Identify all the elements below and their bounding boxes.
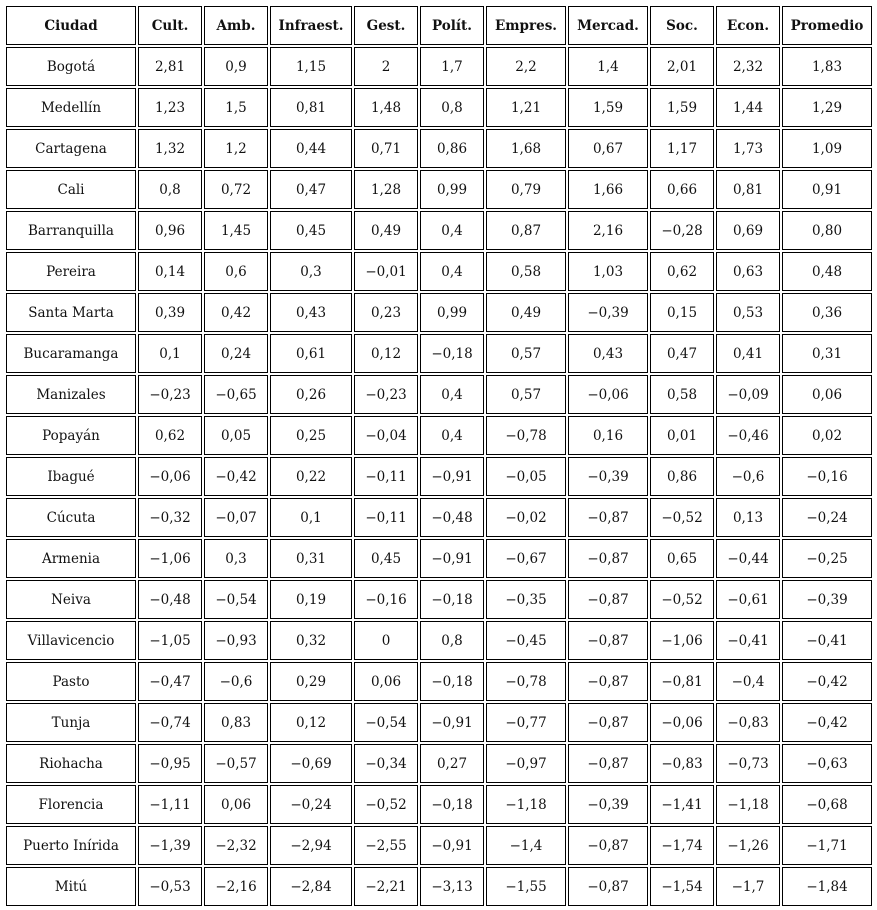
score-cell: 0,19 <box>270 580 352 619</box>
score-cell: 0,4 <box>420 252 484 291</box>
score-cell: 0,32 <box>270 621 352 660</box>
city-name-cell: Bogotá <box>6 47 136 86</box>
score-cell: −0,63 <box>782 744 872 783</box>
score-cell: 0,49 <box>354 211 418 250</box>
score-cell: 0,06 <box>204 785 268 824</box>
score-cell: −1,06 <box>138 539 202 578</box>
score-cell: 1,59 <box>650 88 714 127</box>
score-cell: −0,46 <box>716 416 780 455</box>
score-cell: 0,1 <box>270 498 352 537</box>
score-cell: −0,44 <box>716 539 780 578</box>
score-cell: −0,83 <box>716 703 780 742</box>
score-cell: −0,91 <box>420 703 484 742</box>
column-header: Cult. <box>138 6 202 45</box>
score-cell: 0,79 <box>486 170 566 209</box>
city-name-cell: Puerto Inírida <box>6 826 136 865</box>
score-cell: 0,47 <box>650 334 714 373</box>
city-name-cell: Riohacha <box>6 744 136 783</box>
score-cell: 1,15 <box>270 47 352 86</box>
score-cell: 0,9 <box>204 47 268 86</box>
score-cell: 1,4 <box>568 47 648 86</box>
score-cell: 1,73 <box>716 129 780 168</box>
score-cell: 0,8 <box>420 621 484 660</box>
score-cell: −0,18 <box>420 334 484 373</box>
score-cell: 0,4 <box>420 375 484 414</box>
score-cell: −0,07 <box>204 498 268 537</box>
column-header: Gest. <box>354 6 418 45</box>
score-cell: −1,71 <box>782 826 872 865</box>
score-cell: 0,49 <box>486 293 566 332</box>
score-cell: 2,16 <box>568 211 648 250</box>
score-cell: 0,43 <box>270 293 352 332</box>
column-header: Ciudad <box>6 6 136 45</box>
score-cell: −0,57 <box>204 744 268 783</box>
score-cell: 0,96 <box>138 211 202 250</box>
score-cell: −0,6 <box>716 457 780 496</box>
score-cell: 0,43 <box>568 334 648 373</box>
score-cell: 0,31 <box>270 539 352 578</box>
score-cell: 0,15 <box>650 293 714 332</box>
score-cell: −0,87 <box>568 539 648 578</box>
score-cell: 0,1 <box>138 334 202 373</box>
score-cell: 1,68 <box>486 129 566 168</box>
score-cell: 0,47 <box>270 170 352 209</box>
score-cell: −0,87 <box>568 580 648 619</box>
score-cell: −0,68 <box>782 785 872 824</box>
score-cell: −0,06 <box>650 703 714 742</box>
score-cell: 0,12 <box>270 703 352 742</box>
score-cell: 0,86 <box>420 129 484 168</box>
score-cell: −2,55 <box>354 826 418 865</box>
score-cell: 1,03 <box>568 252 648 291</box>
score-cell: 0,25 <box>270 416 352 455</box>
score-cell: 0,24 <box>204 334 268 373</box>
score-cell: −0,77 <box>486 703 566 742</box>
score-cell: −0,18 <box>420 580 484 619</box>
score-cell: −0,05 <box>486 457 566 496</box>
score-cell: 0,26 <box>270 375 352 414</box>
score-cell: 0,48 <box>782 252 872 291</box>
score-cell: −0,67 <box>486 539 566 578</box>
score-cell: −0,24 <box>782 498 872 537</box>
score-cell: 0,14 <box>138 252 202 291</box>
score-cell: 0,67 <box>568 129 648 168</box>
score-cell: 1,48 <box>354 88 418 127</box>
score-cell: −0,35 <box>486 580 566 619</box>
table-row <box>6 703 872 742</box>
score-cell: −0,18 <box>420 662 484 701</box>
score-cell: 0,62 <box>138 416 202 455</box>
table-row <box>6 375 872 414</box>
score-cell: −0,01 <box>354 252 418 291</box>
score-cell: −2,21 <box>354 867 418 906</box>
score-cell: −1,06 <box>650 621 714 660</box>
score-cell: −0,39 <box>568 785 648 824</box>
score-cell: −0,6 <box>204 662 268 701</box>
column-header: Mercad. <box>568 6 648 45</box>
score-cell: −0,04 <box>354 416 418 455</box>
score-cell: 0,8 <box>138 170 202 209</box>
score-cell: 0,3 <box>204 539 268 578</box>
score-cell: 0,63 <box>716 252 780 291</box>
score-cell: −0,61 <box>716 580 780 619</box>
score-cell: 0,57 <box>486 334 566 373</box>
score-cell: 1,32 <box>138 129 202 168</box>
score-cell: 0,06 <box>782 375 872 414</box>
score-cell: 0,23 <box>354 293 418 332</box>
score-cell: −0,24 <box>270 785 352 824</box>
city-name-cell: Villavicencio <box>6 621 136 660</box>
score-cell: 0,31 <box>782 334 872 373</box>
score-cell: 1,23 <box>138 88 202 127</box>
score-cell: −0,28 <box>650 211 714 250</box>
score-cell: 0,42 <box>204 293 268 332</box>
score-cell: −0,41 <box>782 621 872 660</box>
score-cell: −1,11 <box>138 785 202 824</box>
score-cell: 1,83 <box>782 47 872 86</box>
table-row <box>6 129 872 168</box>
score-cell: −0,23 <box>354 375 418 414</box>
score-cell: 2,01 <box>650 47 714 86</box>
score-cell: 2 <box>354 47 418 86</box>
score-cell: −0,25 <box>782 539 872 578</box>
table-row <box>6 293 872 332</box>
score-cell: 1,29 <box>782 88 872 127</box>
score-cell: −1,55 <box>486 867 566 906</box>
score-cell: −0,47 <box>138 662 202 701</box>
score-cell: 0,16 <box>568 416 648 455</box>
score-cell: −0,02 <box>486 498 566 537</box>
city-name-cell: Ibagué <box>6 457 136 496</box>
table-row <box>6 662 872 701</box>
score-cell: 0,58 <box>486 252 566 291</box>
city-name-cell: Barranquilla <box>6 211 136 250</box>
score-cell: −0,91 <box>420 826 484 865</box>
score-cell: −0,54 <box>204 580 268 619</box>
header-row <box>6 6 872 45</box>
city-name-cell: Cúcuta <box>6 498 136 537</box>
score-cell: 0,41 <box>716 334 780 373</box>
score-cell: 0,4 <box>420 416 484 455</box>
score-cell: 2,81 <box>138 47 202 86</box>
score-cell: −0,87 <box>568 621 648 660</box>
table-row <box>6 539 872 578</box>
score-cell: −1,18 <box>716 785 780 824</box>
table-row <box>6 457 872 496</box>
score-cell: −1,54 <box>650 867 714 906</box>
score-cell: 0,61 <box>270 334 352 373</box>
score-cell: −0,87 <box>568 703 648 742</box>
score-cell: −1,84 <box>782 867 872 906</box>
score-cell: −0,42 <box>204 457 268 496</box>
score-cell: −0,54 <box>354 703 418 742</box>
score-cell: −3,13 <box>420 867 484 906</box>
score-cell: 1,7 <box>420 47 484 86</box>
score-cell: 0,36 <box>782 293 872 332</box>
score-cell: 2,2 <box>486 47 566 86</box>
table-body <box>6 47 872 906</box>
score-cell: −0,09 <box>716 375 780 414</box>
score-cell: −0,74 <box>138 703 202 742</box>
score-cell: 0,01 <box>650 416 714 455</box>
score-cell: 0,80 <box>782 211 872 250</box>
score-cell: −0,39 <box>568 293 648 332</box>
table-row <box>6 785 872 824</box>
score-cell: 0,62 <box>650 252 714 291</box>
column-header: Empres. <box>486 6 566 45</box>
score-cell: 0,05 <box>204 416 268 455</box>
score-cell: −0,69 <box>270 744 352 783</box>
score-cell: −0,34 <box>354 744 418 783</box>
score-cell: 0,66 <box>650 170 714 209</box>
city-name-cell: Popayán <box>6 416 136 455</box>
score-cell: −1,18 <box>486 785 566 824</box>
score-cell: 0,29 <box>270 662 352 701</box>
score-cell: −1,41 <box>650 785 714 824</box>
column-header: Infraest. <box>270 6 352 45</box>
score-cell: −0,91 <box>420 539 484 578</box>
city-name-cell: Medellín <box>6 88 136 127</box>
score-cell: 0,71 <box>354 129 418 168</box>
score-cell: 1,5 <box>204 88 268 127</box>
score-cell: −0,87 <box>568 826 648 865</box>
table-row <box>6 580 872 619</box>
city-name-cell: Neiva <box>6 580 136 619</box>
score-cell: −0,53 <box>138 867 202 906</box>
table-row <box>6 826 872 865</box>
score-cell: −0,32 <box>138 498 202 537</box>
table-row <box>6 47 872 86</box>
score-cell: 0,69 <box>716 211 780 250</box>
score-cell: −1,7 <box>716 867 780 906</box>
score-cell: −0,87 <box>568 744 648 783</box>
score-cell: −2,94 <box>270 826 352 865</box>
table-row <box>6 498 872 537</box>
score-cell: −0,16 <box>782 457 872 496</box>
score-cell: −1,4 <box>486 826 566 865</box>
table-row <box>6 170 872 209</box>
score-cell: 0,99 <box>420 170 484 209</box>
score-cell: −0,91 <box>420 457 484 496</box>
score-cell: −0,87 <box>568 662 648 701</box>
city-name-cell: Cali <box>6 170 136 209</box>
score-cell: 0,13 <box>716 498 780 537</box>
score-cell: −0,39 <box>782 580 872 619</box>
table-row <box>6 252 872 291</box>
score-cell: −0,52 <box>354 785 418 824</box>
score-cell: −0,52 <box>650 580 714 619</box>
score-cell: 0,58 <box>650 375 714 414</box>
score-cell: −0,87 <box>568 867 648 906</box>
score-cell: 0,99 <box>420 293 484 332</box>
score-cell: −0,45 <box>486 621 566 660</box>
score-cell: 1,45 <box>204 211 268 250</box>
score-cell: −0,97 <box>486 744 566 783</box>
score-cell: −0,06 <box>568 375 648 414</box>
table-row <box>6 621 872 660</box>
score-cell: 0,4 <box>420 211 484 250</box>
table-row <box>6 744 872 783</box>
city-name-cell: Pasto <box>6 662 136 701</box>
score-cell: 1,66 <box>568 170 648 209</box>
city-name-cell: Pereira <box>6 252 136 291</box>
city-name-cell: Tunja <box>6 703 136 742</box>
table-row <box>6 334 872 373</box>
city-scores-table <box>4 4 874 908</box>
score-cell: −0,65 <box>204 375 268 414</box>
score-cell: 0,83 <box>204 703 268 742</box>
city-name-cell: Armenia <box>6 539 136 578</box>
score-cell: 0,06 <box>354 662 418 701</box>
score-cell: 0,8 <box>420 88 484 127</box>
score-cell: −0,11 <box>354 498 418 537</box>
score-cell: 1,21 <box>486 88 566 127</box>
city-name-cell: Bucaramanga <box>6 334 136 373</box>
score-cell: 1,17 <box>650 129 714 168</box>
column-header: Amb. <box>204 6 268 45</box>
score-cell: −0,87 <box>568 498 648 537</box>
score-cell: −0,78 <box>486 662 566 701</box>
score-cell: 0,6 <box>204 252 268 291</box>
score-cell: 0,45 <box>270 211 352 250</box>
city-name-cell: Manizales <box>6 375 136 414</box>
score-cell: −0,11 <box>354 457 418 496</box>
column-header: Econ. <box>716 6 780 45</box>
score-cell: 1,59 <box>568 88 648 127</box>
column-header: Polít. <box>420 6 484 45</box>
score-cell: −2,84 <box>270 867 352 906</box>
score-cell: −0,93 <box>204 621 268 660</box>
city-name-cell: Santa Marta <box>6 293 136 332</box>
score-cell: 0,27 <box>420 744 484 783</box>
score-cell: 0,87 <box>486 211 566 250</box>
score-cell: −1,26 <box>716 826 780 865</box>
score-cell: 1,2 <box>204 129 268 168</box>
score-cell: 0,72 <box>204 170 268 209</box>
score-cell: 0 <box>354 621 418 660</box>
table-row <box>6 88 872 127</box>
score-cell: 0,12 <box>354 334 418 373</box>
score-cell: 0,65 <box>650 539 714 578</box>
score-cell: −0,52 <box>650 498 714 537</box>
table-row <box>6 416 872 455</box>
score-cell: 0,57 <box>486 375 566 414</box>
score-cell: 0,45 <box>354 539 418 578</box>
score-cell: 0,3 <box>270 252 352 291</box>
table-row <box>6 867 872 906</box>
city-name-cell: Cartagena <box>6 129 136 168</box>
score-cell: 2,32 <box>716 47 780 86</box>
score-cell: −0,41 <box>716 621 780 660</box>
score-cell: −0,95 <box>138 744 202 783</box>
score-cell: 0,39 <box>138 293 202 332</box>
score-cell: 0,02 <box>782 416 872 455</box>
score-cell: −0,83 <box>650 744 714 783</box>
score-cell: −0,23 <box>138 375 202 414</box>
score-cell: 0,86 <box>650 457 714 496</box>
score-cell: 1,44 <box>716 88 780 127</box>
score-cell: −0,78 <box>486 416 566 455</box>
score-cell: −0,48 <box>138 580 202 619</box>
score-cell: 0,44 <box>270 129 352 168</box>
score-cell: −0,18 <box>420 785 484 824</box>
score-cell: −0,81 <box>650 662 714 701</box>
score-cell: −2,32 <box>204 826 268 865</box>
score-cell: 0,81 <box>716 170 780 209</box>
table-row <box>6 211 872 250</box>
table-header <box>6 6 872 45</box>
score-cell: −0,39 <box>568 457 648 496</box>
score-cell: 0,53 <box>716 293 780 332</box>
score-cell: −1,05 <box>138 621 202 660</box>
score-cell: 0,22 <box>270 457 352 496</box>
score-cell: −0,4 <box>716 662 780 701</box>
score-cell: −0,06 <box>138 457 202 496</box>
score-cell: −0,16 <box>354 580 418 619</box>
column-header: Promedio <box>782 6 872 45</box>
city-name-cell: Mitú <box>6 867 136 906</box>
score-cell: 1,09 <box>782 129 872 168</box>
score-cell: −0,48 <box>420 498 484 537</box>
city-name-cell: Florencia <box>6 785 136 824</box>
score-cell: 0,81 <box>270 88 352 127</box>
score-cell: −2,16 <box>204 867 268 906</box>
score-cell: −0,42 <box>782 703 872 742</box>
score-cell: −1,39 <box>138 826 202 865</box>
column-header: Soc. <box>650 6 714 45</box>
score-cell: 1,28 <box>354 170 418 209</box>
score-cell: −1,74 <box>650 826 714 865</box>
score-cell: −0,73 <box>716 744 780 783</box>
score-cell: −0,42 <box>782 662 872 701</box>
score-cell: 0,91 <box>782 170 872 209</box>
